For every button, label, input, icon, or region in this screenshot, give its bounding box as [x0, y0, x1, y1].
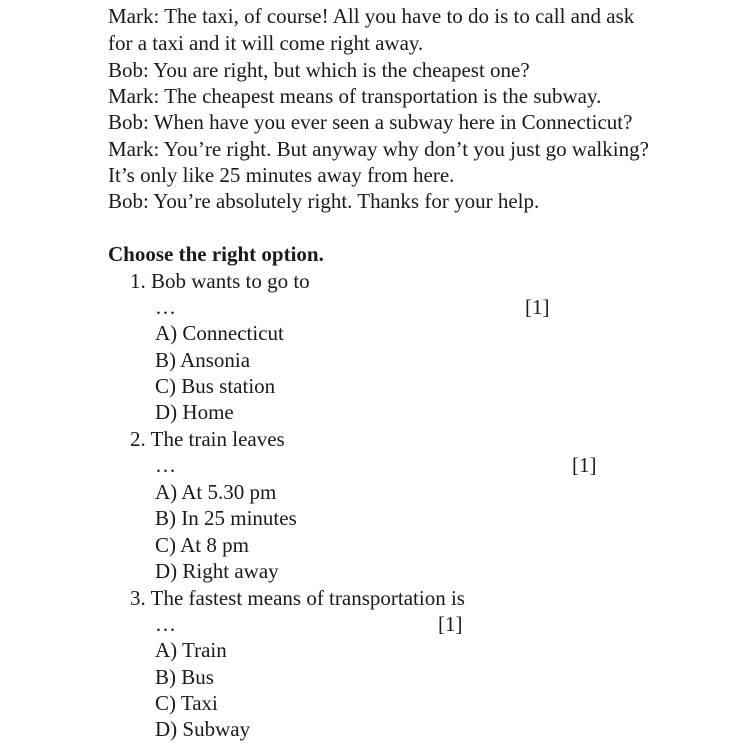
- dialogue-line: Mark: The cheapest means of transportation is the subway.: [108, 84, 602, 108]
- option-b: B) In 25 minutes: [155, 506, 297, 530]
- option-b: B) Bus: [155, 665, 214, 689]
- question-blank: …: [155, 453, 176, 477]
- question-mark: [1]: [438, 612, 463, 636]
- dialogue-line: It’s only like 25 minutes away from here.: [108, 163, 455, 187]
- question-mark: [1]: [525, 295, 550, 319]
- question-stem: 3. The fastest means of transportation is: [130, 586, 465, 610]
- dialogue-line: Bob: When have you ever seen a subway here in Connecticut?: [108, 110, 633, 134]
- option-c: C) Bus station: [155, 374, 276, 398]
- option-a: A) Connecticut: [155, 321, 284, 345]
- dialogue-line: Mark: The taxi, of course! All you have to do is to call and ask: [108, 4, 635, 28]
- option-a: A) At 5.30 pm: [155, 480, 277, 504]
- option-a: A) Train: [155, 638, 227, 662]
- question-mark: [1]: [572, 453, 597, 477]
- dialogue-line: Bob: You’re absolutely right. Thanks for your help.: [108, 189, 540, 213]
- question-stem: 2. The train leaves: [130, 427, 285, 451]
- instructions-heading: Choose the right option.: [108, 242, 324, 266]
- option-c: C) At 8 pm: [155, 533, 249, 557]
- option-d: D) Home: [155, 400, 234, 424]
- option-c: C) Taxi: [155, 691, 218, 715]
- question-blank: …: [155, 295, 176, 319]
- question-stem: 1. Bob wants to go to: [130, 269, 310, 293]
- dialogue-line: Bob: You are right, but which is the cheapest one?: [108, 58, 530, 82]
- dialogue-line: for a taxi and it will come right away.: [108, 31, 424, 55]
- option-d: D) Subway: [155, 717, 251, 741]
- option-b: B) Ansonia: [155, 348, 251, 372]
- option-d: D) Right away: [155, 559, 279, 583]
- question-blank: …: [155, 612, 176, 636]
- dialogue-line: Mark: You’re right. But anyway why don’t you just go walking?: [108, 137, 649, 161]
